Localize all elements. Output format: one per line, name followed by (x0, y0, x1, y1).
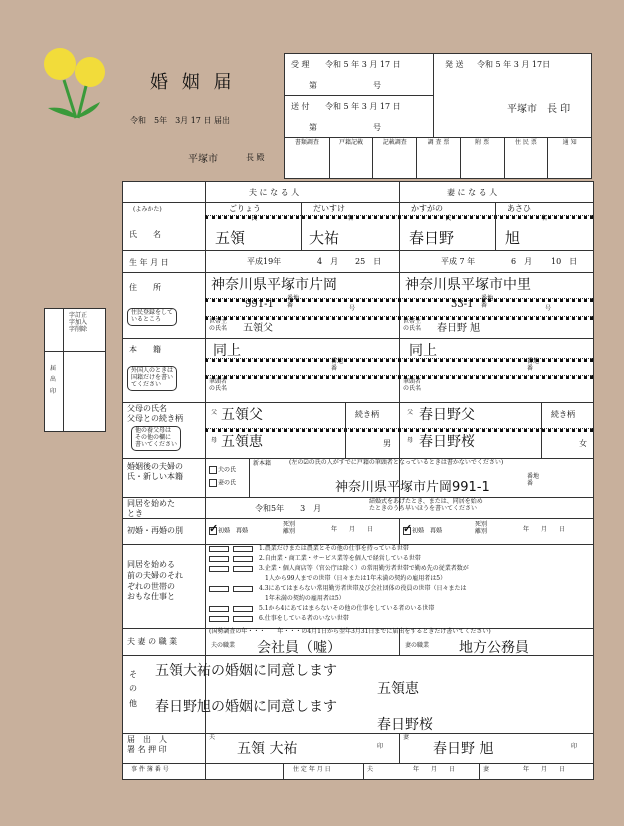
signature-label: 届 出 人 署 名 押 印 (127, 735, 167, 754)
check-column: 書類調査 (294, 139, 319, 146)
cohabit-label: 同居を始めた とき (127, 499, 175, 518)
accepted-date: 令和 5 年 3 月 17 日 (325, 60, 401, 69)
husband-birth-day: 25 日 (355, 257, 382, 266)
sign-husband: 五領 大祐 (237, 741, 298, 757)
wife-seal: 印 (571, 743, 578, 750)
husband-head: 五領父 (243, 323, 273, 334)
husband-mother-label: 母 (211, 437, 218, 444)
wife-go-label: 号 (545, 305, 552, 312)
wife-father-label: 父 (407, 409, 414, 416)
sig-husband-label: 夫 (209, 734, 216, 741)
cohabit-note: 結婚式をあげたとき、または、同居を始め たときのうち早いほうを書いてください (369, 498, 483, 512)
accepted-number: 第 号 (309, 81, 381, 90)
name-label: 氏 名 (129, 230, 161, 239)
wife-mei: 旭 (505, 229, 521, 247)
other-sign-1: 五領恵 (377, 681, 419, 697)
work-option: 3.企業・個人商店等（官公庁は除く）の常用勤労者世帯で勤め先の従業者数が (209, 566, 589, 576)
work-option: 5.1から4にあてはまらないその他の仕事をしている者のいる世帯 (209, 606, 589, 616)
other-label: そ の 他 (129, 670, 137, 708)
check-columns (285, 137, 591, 179)
sig-wife-label: 妻 (403, 734, 410, 741)
receipt-box (284, 53, 592, 179)
husband-honseki-banchi: 番地 番 (331, 358, 344, 372)
addressee-suffix: 長 殿 (246, 153, 265, 162)
wife-relation-label: 続き柄 (551, 410, 575, 419)
sign-wife: 春日野 旭 (433, 741, 494, 757)
work-option: 1年未満の契約の雇用者は5） (259, 595, 345, 602)
sent-date: 令和 5 年 3 月 17 日 (325, 102, 401, 111)
correction-label: 字訂正 字加入 字削除 (69, 312, 88, 333)
footer-husband-date: 年 月 日 (413, 766, 456, 773)
husband-furigana-sei: ごりょう (229, 204, 261, 213)
husband-father-label: 父 (211, 409, 218, 416)
husband-hitto-label: 筆頭者 の氏名 (209, 378, 228, 392)
work-option: 1人から99人までの世帯（日々または1年未満の契約の雇用者は5） (259, 575, 447, 582)
stamp-label: 届 出 印 (50, 365, 57, 395)
wife-head: 春日野 旭 (437, 323, 481, 334)
main-form (122, 181, 594, 780)
new-honseki-value: 神奈川県平塚市片岡991-1 (335, 480, 490, 495)
new-honseki-banchi: 番地 番 (527, 473, 540, 487)
remarriage-label: 初婚・再婚の別 (127, 526, 183, 535)
new-honseki-note: (左の☑の氏の人がすでに戸籍の筆頭者となっているときは書かないでください) (289, 459, 504, 466)
wife-sei: 春日野 (409, 229, 455, 247)
wife-father: 春日野父 (419, 407, 475, 423)
check-column: 調 査 票 (416, 137, 460, 179)
footer-wife-date: 年 月 日 (523, 766, 566, 773)
footer-wife: 妻 (483, 766, 490, 773)
wife-furigana-mei: あさひ (507, 204, 531, 213)
wife-death-divorce: 死別 離別 (475, 521, 488, 535)
dispatch-date: 令和 5 年 3 月 17日 (477, 60, 551, 69)
new-honseki-box-label: 新本籍 (253, 460, 272, 467)
husband-header: 夫 に な る 人 (249, 188, 300, 197)
husband-sei: 五領 (215, 229, 246, 247)
husband-remarriage-date: 年 月 日 (331, 526, 374, 533)
check-column: 住 民 票 (504, 137, 548, 179)
cohabit-date: 令和5年 3 月 (255, 504, 322, 513)
wife-birth-day: 10 日 (551, 257, 578, 266)
occupation-note: (国勢調査の年・・・ 年・・・の4月1日から翌年3月31日までに届出をするときだけ書いてください) (209, 628, 491, 635)
yomikata-label: (よみかた) (133, 206, 162, 213)
husband-birth-era: 平成19年 (247, 257, 282, 266)
check-column: 戸籍記載 (329, 137, 373, 179)
husband-relation: 男 (383, 439, 391, 448)
husband-mei: 大祐 (309, 229, 340, 247)
wife-uji-label: 氏 (445, 215, 452, 222)
resid-date-label: 住 定 年 月 日 (293, 766, 331, 773)
husband-first-marriage[interactable]: ✓ 初婚 再婚 (209, 527, 248, 535)
work-option: 1.農業だけまたは農業とその他の仕事を持っている世帯 (209, 546, 589, 556)
wife-remarriage-date: 年 月 日 (523, 526, 566, 533)
birth-label: 生 年 月 日 (129, 258, 169, 267)
wife-header: 妻 に な る 人 (447, 188, 498, 197)
surname-option-husband[interactable]: 夫の氏 (209, 466, 236, 474)
check-column: 附 票 (460, 137, 504, 179)
check-column: 記載調査 (372, 137, 416, 179)
wife-mother: 春日野桜 (419, 434, 475, 450)
husband-job: 会社員（嘘） (257, 640, 341, 656)
dispatch-label: 発 送 (445, 60, 464, 69)
husband-banchi-label: 番地 番 (287, 295, 300, 309)
address-note: 住民登録をして いるところ (127, 308, 177, 326)
husband-go-label: 号 (349, 305, 356, 312)
wife-mei-label: 名 (541, 215, 548, 222)
wife-furigana-sei: かすがの (411, 204, 443, 213)
work-option: 6.仕事をしている者のいない世帯 (209, 616, 589, 626)
husband-address-no: 991-1 (245, 299, 274, 310)
other-text-2: 春日野旭の婚姻に同意します (155, 699, 337, 715)
husband-furigana-mei: だいすけ (313, 204, 345, 213)
husband-relation-label: 続き柄 (355, 410, 379, 419)
occupation-label: 夫 妻 の 職 業 (127, 637, 178, 646)
husband-father: 五領父 (221, 407, 263, 423)
husband-job-label: 夫の職業 (211, 642, 236, 649)
side-box (44, 308, 106, 432)
husband-seal: 印 (377, 743, 384, 750)
wife-relation: 女 (579, 439, 587, 448)
wife-honseki: 同上 (409, 343, 437, 359)
accepted-label: 受 理 (291, 60, 310, 69)
husband-address: 神奈川県平塚市片岡 (211, 277, 337, 293)
wife-first-marriage[interactable]: ✓ 初婚 再婚 (403, 527, 442, 535)
dandelion-illustration (38, 44, 118, 128)
wife-birth-era: 平成 7 年 (441, 257, 476, 266)
wife-banchi-label: 番地 番 (481, 295, 494, 309)
husband-birth-month: 4 月 (317, 257, 339, 266)
address-label: 住 所 (129, 283, 161, 292)
form-title: 婚 姻 届 (150, 72, 236, 93)
wife-hitto-label: 筆頭者 の氏名 (403, 378, 422, 392)
wife-job-label: 妻の職業 (405, 642, 430, 649)
wife-birth-month: 6 月 (511, 257, 533, 266)
sent-number: 第 号 (309, 123, 381, 132)
check-column: 通 知 (547, 137, 591, 179)
wife-job: 地方公務員 (459, 640, 529, 656)
case-no-label: 事 件 簿 番 号 (131, 766, 169, 773)
parents-note: 他の養父母は その他の欄に 書いてください (131, 426, 181, 451)
work-label: 同居を始める 前の夫婦のそれ ぞれの世帯の おもな仕事と (127, 560, 183, 602)
footer-husband: 夫 (367, 766, 374, 773)
addressee-city: 平塚市 (188, 154, 218, 165)
husband-uji-label: 氏 (251, 215, 258, 222)
other-sign-2: 春日野桜 (377, 717, 433, 733)
wife-head-label: 世帯主 の氏名 (403, 318, 422, 332)
wife-mother-label: 母 (407, 437, 414, 444)
work-option: 4.3にあてはまらない常用勤労者世帯及び会社団体の役員の世帯（日々または (209, 586, 589, 596)
surname-option-wife[interactable]: 妻の氏 (209, 479, 236, 487)
husband-mei-label: 名 (347, 215, 354, 222)
mayor-seal: 平塚市 長 印 (507, 104, 571, 115)
wife-honseki-banchi: 番地 番 (527, 358, 540, 372)
wife-address-no: 33-1 (451, 299, 474, 310)
sent-label: 送 付 (291, 102, 310, 111)
husband-mother: 五領恵 (221, 434, 263, 450)
honseki-note: 外国人のときは 国籍だけを書い てください (127, 366, 177, 391)
other-text-1: 五領大祐の婚姻に同意します (155, 663, 337, 679)
husband-head-label: 世帯主 の氏名 (209, 318, 228, 332)
husband-death-divorce: 死別 離別 (283, 521, 296, 535)
work-options (209, 546, 589, 626)
new-honseki-label: 婚姻後の夫婦の 氏・新しい本籍 (127, 462, 183, 482)
husband-honseki: 同上 (213, 343, 241, 359)
work-option: 2.自由業・商工業・サービス業等を個人で経営している世帯 (209, 556, 589, 566)
wife-address: 神奈川県平塚市中里 (405, 277, 531, 293)
honseki-label: 本 籍 (129, 345, 161, 354)
parents-label: 父母の氏名 父母との続き柄 (127, 404, 183, 423)
filing-date: 令和 5年 3月 17 日 届出 (130, 116, 230, 125)
